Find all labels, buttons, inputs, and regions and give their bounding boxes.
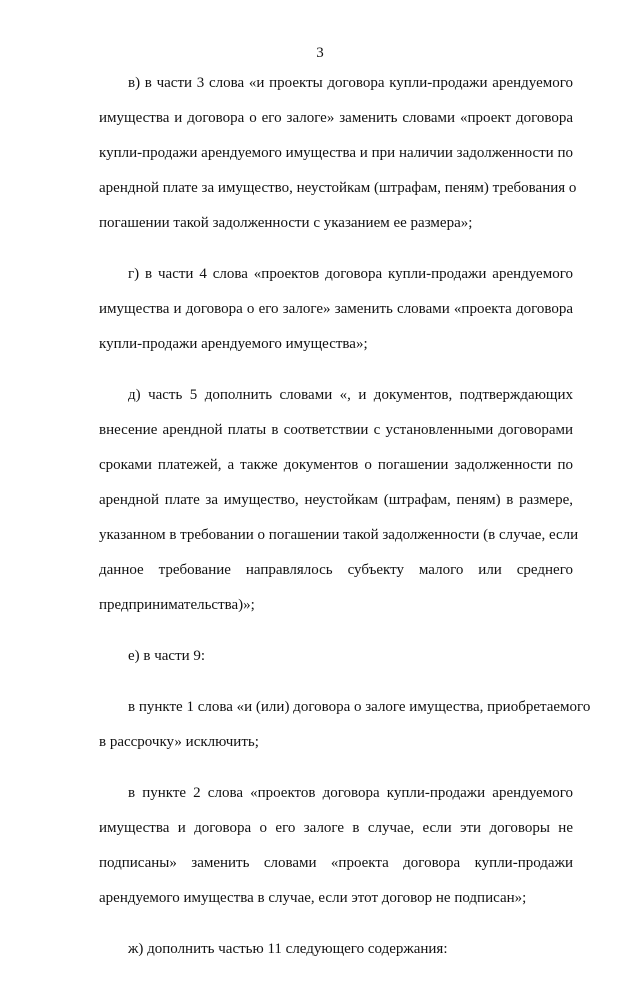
text-line: ж) дополнить частью 11 следующего содержания: (128, 941, 448, 957)
text-line: д) часть 5 дополнить словами «, и документов, подтверждающих (128, 387, 573, 403)
text-line: в) в части 3 слова «и проекты договора купли-продажи арендуемого (128, 75, 573, 91)
text-line: данное требование направлялось субъекту малого или среднего (99, 562, 573, 578)
paragraph-v (70, 66, 577, 241)
page-number: 3 (316, 45, 324, 61)
text-line: е) в части 9: (128, 648, 206, 664)
text-line: внесение арендной платы в соответствии с установленными договорами (99, 422, 573, 438)
paragraph-point-1 (70, 690, 591, 760)
paragraph-zh (70, 932, 573, 967)
text-line: арендной плате за имущество, неустойкам (штрафам, пеням) в размере, (99, 492, 573, 508)
text-line: в пункте 2 слова «проектов договора купли-продажи арендуемого (128, 785, 573, 801)
text-line: арендной плате за имущество, неустойкам (штрафам, пеням) требования о (99, 180, 577, 196)
text-line: купли-продажи арендуемого имущества и при наличии задолженности по (99, 145, 573, 161)
document-body (70, 66, 591, 983)
text-line: предпринимательства)»; (99, 597, 255, 613)
paragraph-g (70, 257, 573, 362)
text-line: указанном в требовании о погашении такой задолженности (в случае, если (99, 527, 579, 543)
text-line: имущества и договора о его залоге» заменить словами «проекта договора (99, 301, 573, 317)
text-line: арендуемого имущества в случае, если этот договор не подписан»; (99, 890, 527, 906)
text-line: в пункте 1 слова «и (или) договора о залоге имущества, приобретаемого (128, 699, 591, 715)
text-line: в рассрочку» исключить; (99, 734, 259, 750)
text-line: имущества и договора о его залоге» заменить словами «проект договора (99, 110, 573, 126)
text-line: купли-продажи арендуемого имущества»; (99, 336, 368, 352)
text-line: сроками платежей, а также документов о погашении задолженности по (99, 457, 573, 473)
text-line: имущества и договора о его залоге в случае, если эти договоры не (99, 820, 573, 836)
paragraph-d (70, 378, 579, 623)
text-line: погашении такой задолженности с указанием ее размера»; (99, 215, 473, 231)
paragraph-point-2 (70, 776, 573, 916)
text-line: подписаны» заменить словами «проекта договора купли-продажи (99, 855, 573, 871)
paragraph-e (70, 639, 573, 674)
text-line: г) в части 4 слова «проектов договора купли-продажи арендуемого (128, 266, 573, 282)
